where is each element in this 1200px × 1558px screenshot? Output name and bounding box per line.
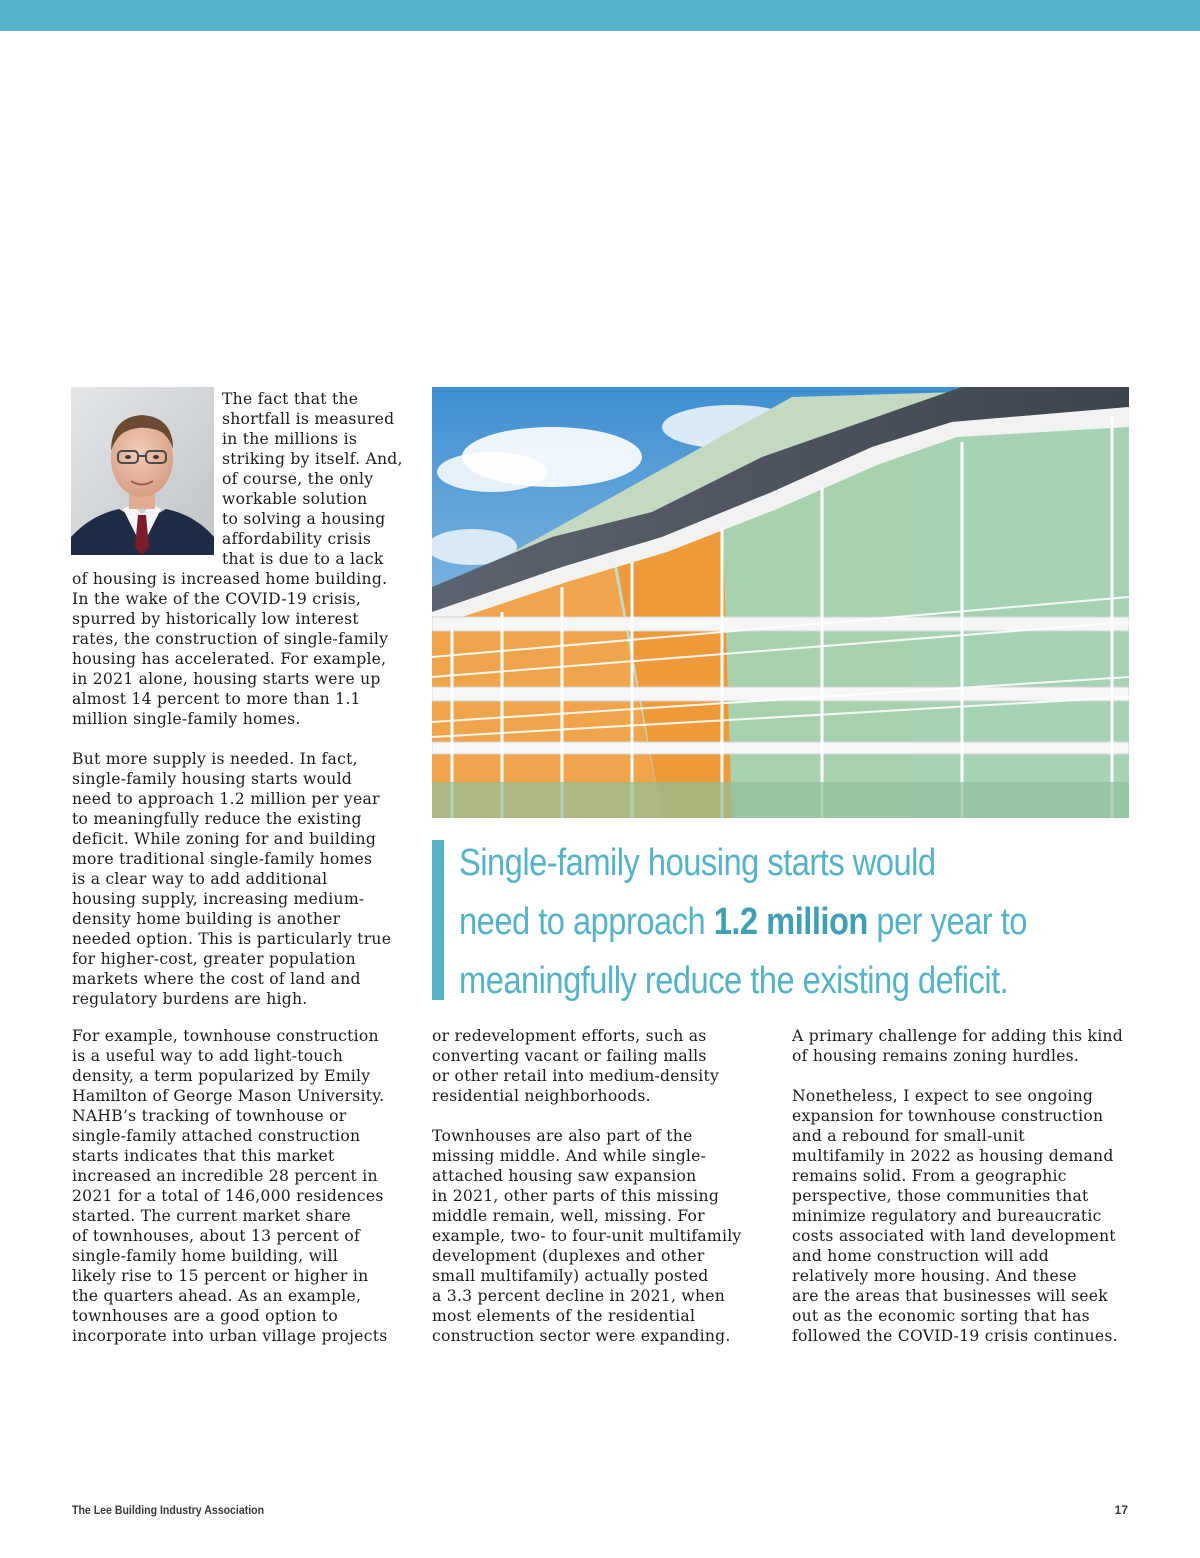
text-line: small multifamily) actually posted	[432, 1267, 709, 1285]
text-line: is a useful way to add light-touch	[72, 1047, 343, 1065]
pull-quote-line-2-start: need to approach	[459, 901, 714, 943]
text-line: to meaningfully reduce the existing	[72, 810, 362, 828]
text-line: more traditional single-family homes	[72, 850, 373, 868]
text-line: of townhouses, about 13 percent of	[72, 1227, 361, 1245]
pull-quote	[432, 840, 1132, 1000]
text-line: density home building is another	[72, 910, 341, 928]
text-line: density, a term popularized by Emily	[72, 1067, 371, 1085]
author-portrait	[71, 387, 214, 555]
text-line: NAHB’s tracking of townhouse or	[72, 1107, 347, 1125]
text-line: started. The current market share	[72, 1207, 351, 1225]
text-line: construction sector were expanding.	[432, 1327, 731, 1345]
text-line: out as the economic sorting that has	[792, 1307, 1090, 1325]
text-line: most elements of the residential	[432, 1307, 696, 1325]
column1-paragraph-1	[72, 569, 412, 729]
text-line: rates, the construction of single-family	[72, 630, 389, 648]
text-line: of course, the only	[222, 470, 374, 488]
text-line: single-family home building, will	[72, 1247, 338, 1265]
text-line: that is due to a lack	[222, 550, 384, 568]
pull-quote-line-3: meaningfully reduce the existing deficit.	[459, 960, 1009, 1002]
text-line: spurred by historically low interest	[72, 610, 359, 628]
pull-quote-highlight: 1.2 million	[713, 901, 868, 943]
townhouse-photo-icon	[432, 387, 1129, 818]
text-line: For example, townhouse construction	[72, 1027, 379, 1045]
text-line: are the areas that businesses will seek	[792, 1287, 1108, 1305]
text-line: increased an incredible 28 percent in	[72, 1167, 378, 1185]
page-number: 17	[1114, 1503, 1128, 1517]
pull-quote-bar	[432, 840, 444, 1000]
pull-quote-line-1: Single-family housing starts would	[459, 842, 936, 884]
pull-quote-line-2-end: per year to	[867, 901, 1027, 943]
footer-publisher: The Lee Building Industry Association	[72, 1503, 265, 1517]
text-line: perspective, those communities that	[792, 1187, 1089, 1205]
column3-paragraph-2	[792, 1086, 1132, 1346]
text-line: followed the COVID-19 crisis continues.	[792, 1327, 1118, 1345]
text-line: single-family housing starts would	[72, 770, 353, 788]
text-line: likely rise to 15 percent or higher in	[72, 1267, 369, 1285]
text-line: housing supply, increasing medium-	[72, 890, 365, 908]
text-line: deficit. While zoning for and building	[72, 830, 377, 848]
portrait-photo-icon	[71, 387, 214, 555]
text-line: expansion for townhouse construction	[792, 1107, 1104, 1125]
text-line: need to approach 1.2 million per year	[72, 790, 380, 808]
text-line: in 2021, other parts of this missing	[432, 1187, 720, 1205]
text-line: middle remain, well, missing. For	[432, 1207, 705, 1225]
text-line: markets where the cost of land and	[72, 970, 361, 988]
text-line: Townhouses are also part of the	[432, 1127, 693, 1145]
text-line: regulatory burdens are high.	[72, 990, 308, 1008]
text-line: striking by itself. And,	[222, 450, 403, 468]
text-line: to solving a housing	[222, 510, 386, 528]
column2-text	[432, 1026, 772, 1346]
text-line: townhouses are a good option to	[72, 1307, 339, 1325]
text-line: Nonetheless, I expect to see ongoing	[792, 1087, 1094, 1105]
column1-paragraph-3	[72, 1026, 412, 1346]
text-line: affordability crisis	[222, 530, 372, 548]
text-line: shortfall is measured	[222, 410, 395, 428]
text-line: in 2021 alone, housing starts were up	[72, 670, 381, 688]
text-line: example, two- to four-unit multifamily	[432, 1227, 742, 1245]
text-line: million single-family homes.	[72, 710, 301, 728]
text-line: remains solid. From a geographic	[792, 1167, 1067, 1185]
text-line: A primary challenge for adding this kind	[792, 1027, 1123, 1045]
text-line: But more supply is needed. In fact,	[72, 750, 358, 768]
text-line: almost 14 percent to more than 1.1	[72, 690, 361, 708]
text-line: In the wake of the COVID-19 crisis,	[72, 590, 362, 608]
townhouse-photo	[432, 387, 1129, 818]
text-line: The fact that the	[222, 390, 359, 408]
column1-paragraph-2	[72, 749, 412, 1009]
text-line: for higher-cost, greater population	[72, 950, 356, 968]
text-line: multifamily in 2022 as housing demand	[792, 1147, 1114, 1165]
pull-quote-line-2	[459, 893, 1027, 952]
column3-text	[792, 1026, 1132, 1346]
text-line: incorporate into urban village projects	[72, 1327, 388, 1345]
column1-wrap-text	[222, 389, 412, 569]
text-line: of housing remains zoning hurdles.	[792, 1047, 1080, 1065]
column2-paragraph-1	[432, 1026, 772, 1106]
text-line: or other retail into medium-density	[432, 1067, 720, 1085]
text-line: housing has accelerated. For example,	[72, 650, 387, 668]
text-line: 2021 for a total of 146,000 residences	[72, 1187, 384, 1205]
text-line: and home construction will add	[792, 1247, 1050, 1265]
text-line: missing middle. And while single-	[432, 1147, 707, 1165]
text-line: minimize regulatory and bureaucratic	[792, 1207, 1102, 1225]
text-line: the quarters ahead. As an example,	[72, 1287, 362, 1305]
text-line: Hamilton of George Mason University.	[72, 1087, 385, 1105]
text-line: of housing is increased home building.	[72, 570, 388, 588]
text-line: development (duplexes and other	[432, 1247, 705, 1265]
column2-paragraph-2	[432, 1126, 772, 1346]
column1-bottom-text	[72, 1026, 412, 1346]
text-line: residential neighborhoods.	[432, 1087, 651, 1105]
text-line: is a clear way to add additional	[72, 870, 328, 888]
text-line: a 3.3 percent decline in 2021, when	[432, 1287, 726, 1305]
text-line: relatively more housing. And these	[792, 1267, 1077, 1285]
text-line: and a rebound for small-unit	[792, 1127, 1025, 1145]
text-line: needed option. This is particularly true	[72, 930, 392, 948]
text-line: converting vacant or failing malls	[432, 1047, 707, 1065]
text-line: workable solution	[222, 490, 368, 508]
column1-text	[72, 569, 412, 1009]
text-line: starts indicates that this market	[72, 1147, 335, 1165]
text-line: single-family attached construction	[72, 1127, 361, 1145]
pull-quote-text	[459, 834, 1027, 1011]
text-line: or redevelopment efforts, such as	[432, 1027, 707, 1045]
column3-paragraph-1	[792, 1026, 1132, 1066]
top-accent-bar	[0, 0, 1200, 31]
text-line: costs associated with land development	[792, 1227, 1116, 1245]
text-line: in the millions is	[222, 430, 358, 448]
text-line: attached housing saw expansion	[432, 1167, 697, 1185]
